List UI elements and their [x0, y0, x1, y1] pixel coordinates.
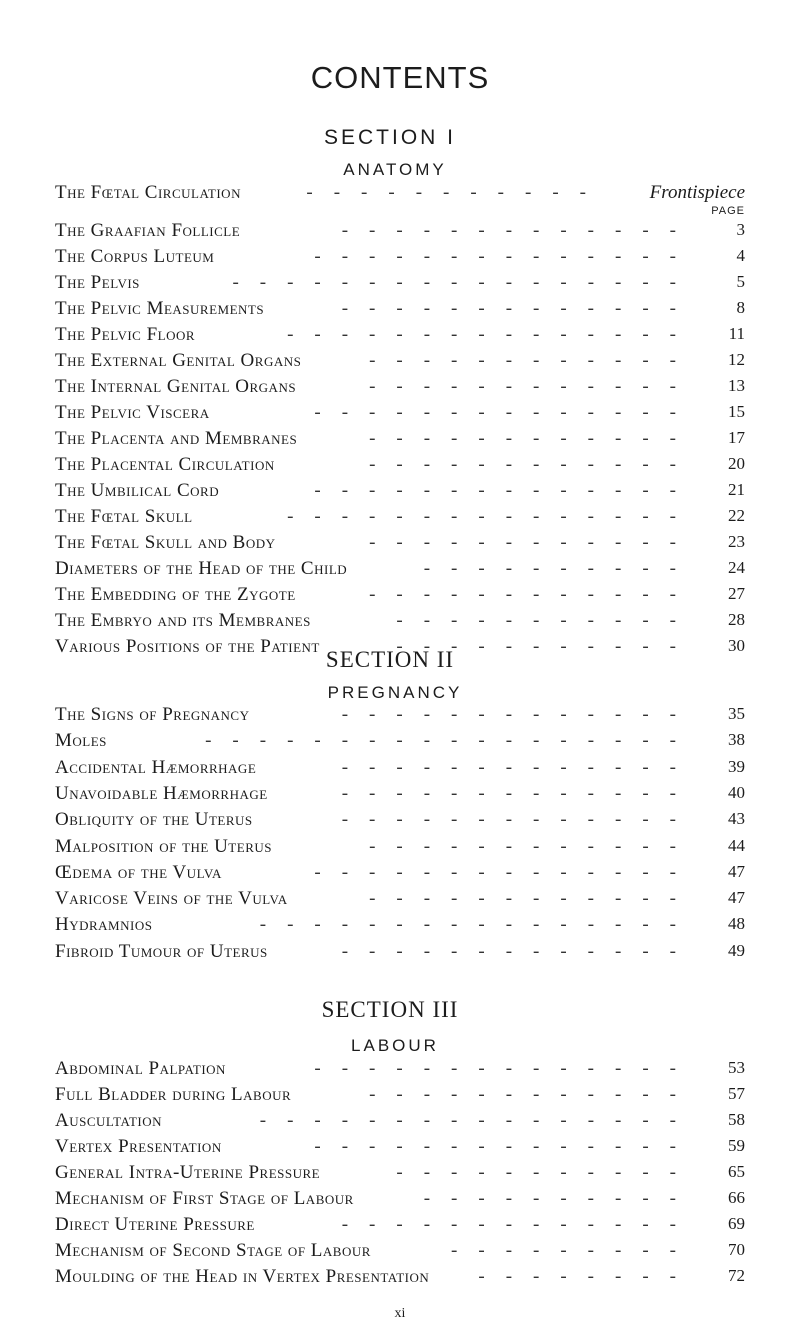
toc-entry — [55, 1214, 745, 1240]
toc-entry — [55, 914, 745, 940]
dot-leader: ---------------- — [259, 914, 697, 935]
toc-entry-page: 69 — [728, 1214, 745, 1233]
toc-entry-title: The Embedding of the Zygote — [55, 584, 296, 605]
toc-entry — [55, 324, 745, 350]
dot-leader: -------------- — [314, 1136, 697, 1157]
toc-entry-title: The Graafian Follicle — [55, 220, 241, 241]
toc-entry-page: 13 — [728, 376, 745, 395]
dot-leader: ------------ — [369, 454, 697, 475]
page-number: xi — [394, 1306, 406, 1321]
toc-entry-title: General Intra-Uterine Pressure — [55, 1162, 321, 1183]
toc-entry-page: 27 — [728, 584, 745, 603]
toc-entry-page: 65 — [728, 1162, 745, 1181]
dot-leader: ----------- — [396, 636, 697, 657]
toc-entry — [55, 836, 745, 862]
toc-entry-page: 5 — [736, 272, 745, 291]
toc-entry-page: 38 — [728, 730, 745, 749]
toc-entry-title: Auscultation — [55, 1110, 163, 1131]
toc-entry-page: 72 — [728, 1266, 745, 1285]
toc-entry-page: 17 — [728, 428, 745, 447]
toc-entry-title: Mechanism of First Stage of Labour — [55, 1188, 354, 1209]
toc-entry — [55, 558, 745, 584]
toc-entry — [55, 402, 745, 428]
toc-entry-title: The Pelvic Measurements — [55, 298, 265, 319]
toc-entry-title: Full Bladder during Labour — [55, 1084, 292, 1105]
toc-entry — [55, 1110, 745, 1136]
toc-entry-title: Moulding of the Head in Vertex Presentation — [55, 1266, 430, 1287]
toc-entry-title: The Signs of Pregnancy — [55, 704, 250, 725]
toc-entry — [55, 783, 745, 809]
toc-entry-page: 40 — [728, 783, 745, 802]
toc-entry — [55, 941, 745, 967]
section-subheading: ANATOMY — [343, 160, 447, 179]
toc-entry — [55, 704, 745, 730]
toc-entry-title: The Fœtal Circulation — [55, 182, 241, 203]
toc-entry — [55, 757, 745, 783]
toc-entry-page: 44 — [728, 836, 745, 855]
dot-leader: ------------- — [341, 1214, 697, 1235]
dot-leader: ------------ — [369, 888, 697, 909]
toc-entry — [55, 428, 745, 454]
toc-entry-title: Moles — [55, 730, 107, 751]
toc-entry — [55, 532, 745, 558]
toc-entry-title: Accidental Hæmorrhage — [55, 757, 257, 778]
toc-entry-page: 21 — [728, 480, 745, 499]
dot-leader: ------------ — [369, 532, 697, 553]
toc-entry — [55, 480, 745, 506]
toc-entry-title: The Fœtal Skull — [55, 506, 193, 527]
dot-leader: ----------- — [396, 610, 697, 631]
dot-leader: ------------- — [341, 220, 697, 241]
toc-entry-title: Œdema of the Vulva — [55, 862, 222, 883]
toc-entry-title: Diameters of the Head of the Child — [55, 558, 348, 579]
toc-entry — [55, 1188, 745, 1214]
toc-entry — [55, 454, 745, 480]
toc-entry-page: 20 — [728, 454, 745, 473]
toc-entry-page: 53 — [728, 1058, 745, 1077]
toc-entry-title: The Umbilical Cord — [55, 480, 220, 501]
toc-entry — [55, 730, 745, 756]
toc-entry-page: 35 — [728, 704, 745, 723]
section-heading: SECTION III — [321, 997, 459, 1022]
toc-entry — [55, 1058, 745, 1084]
toc-entry — [55, 1240, 745, 1266]
toc-entry-title: Vertex Presentation — [55, 1136, 222, 1157]
dot-leader: ----------- — [396, 1162, 697, 1183]
toc-entry-page: 39 — [728, 757, 745, 776]
toc-entry-page: 15 — [728, 402, 745, 421]
toc-entry — [55, 809, 745, 835]
dot-leader: ----------- — [306, 182, 607, 203]
toc-entry-page: 24 — [728, 558, 745, 577]
page-column-heading: PAGE — [711, 205, 745, 217]
toc-entry-page: 47 — [728, 888, 745, 907]
toc-entry-page: 57 — [728, 1084, 745, 1103]
dot-leader: ------------ — [369, 836, 697, 857]
dot-leader: --------------- — [287, 324, 697, 345]
dot-leader: -------------- — [314, 1058, 697, 1079]
toc-entry-page: 11 — [728, 324, 745, 343]
toc-entry — [55, 1162, 745, 1188]
toc-entry-page: 58 — [728, 1110, 745, 1129]
dot-leader: -------------- — [314, 402, 697, 423]
toc-entry-page: 23 — [728, 532, 745, 551]
toc-entry-title: The Pelvic Floor — [55, 324, 196, 345]
dot-leader: ------------ — [369, 1084, 697, 1105]
toc-entry — [55, 1266, 745, 1292]
toc-entry — [55, 246, 745, 272]
dot-leader: -------------- — [314, 246, 697, 267]
section-heading: SECTION I — [323, 126, 456, 149]
toc-entry-page: 70 — [728, 1240, 745, 1259]
dot-leader: ------------- — [341, 757, 697, 778]
toc-entry-title: The Pelvic Viscera — [55, 402, 210, 423]
dot-leader: --------------- — [287, 506, 697, 527]
dot-leader: ---------- — [423, 1188, 697, 1209]
dot-leader: ------------- — [341, 704, 697, 725]
dot-leader: ---------------- — [259, 1110, 697, 1131]
toc-entry — [55, 1084, 745, 1110]
toc-entry-title: The Fœtal Skull and Body — [55, 532, 276, 553]
toc-entry — [55, 506, 745, 532]
section-subheading: PREGNANCY — [327, 683, 463, 702]
dot-leader: ------------------ — [205, 730, 697, 751]
dot-leader: ------------ — [369, 350, 697, 371]
dot-leader: ------------ — [369, 376, 697, 397]
toc-entry-page: 43 — [728, 809, 745, 828]
toc-entry-page: 4 — [736, 246, 745, 265]
toc-entry-page: 66 — [728, 1188, 745, 1207]
dot-leader: ------------ — [369, 584, 697, 605]
dot-leader: ----------------- — [232, 272, 697, 293]
toc-entry-title: Unavoidable Hæmorrhage — [55, 783, 268, 804]
toc-entry-page: 48 — [728, 914, 745, 933]
toc-entry — [55, 888, 745, 914]
toc-entry-title: The Placenta and Membranes — [55, 428, 298, 449]
dot-leader: ------------- — [341, 783, 697, 804]
toc-entry-title: The External Genital Organs — [55, 350, 302, 371]
page-title: CONTENTS — [310, 60, 490, 95]
toc-entry-page: 22 — [728, 506, 745, 525]
toc-entry — [55, 272, 745, 298]
toc-entry-page: 28 — [728, 610, 745, 629]
toc-entry-page: 30 — [728, 636, 745, 655]
toc-entry — [55, 350, 745, 376]
toc-entry-title: Abdominal Palpation — [55, 1058, 226, 1079]
section-subheading: LABOUR — [351, 1036, 439, 1055]
toc-entry-title: The Embryo and its Membranes — [55, 610, 311, 631]
toc-entry — [55, 220, 745, 246]
dot-leader: ---------- — [423, 558, 697, 579]
toc-entry — [55, 1136, 745, 1162]
dot-leader: ------------ — [369, 428, 697, 449]
toc-entry-page: 59 — [728, 1136, 745, 1155]
toc-entry-page: 3 — [736, 220, 745, 239]
toc-entry-title: The Internal Genital Organs — [55, 376, 297, 397]
toc-entry-title: The Placental Circulation — [55, 454, 275, 475]
toc-entry-title: Various Positions of the Patient — [55, 636, 320, 657]
section-heading: SECTION II — [325, 647, 455, 672]
toc-entry — [55, 298, 745, 324]
toc-entry-title: Mechanism of Second Stage of Labour — [55, 1240, 371, 1261]
toc-entry — [55, 182, 745, 208]
dot-leader: ------------- — [341, 809, 697, 830]
toc-entry-page: Frontispiece — [649, 182, 745, 203]
toc-entry-title: Obliquity of the Uterus — [55, 809, 253, 830]
toc-entry-page: 12 — [728, 350, 745, 369]
toc-entry-page: 47 — [728, 862, 745, 881]
dot-leader: -------- — [478, 1266, 697, 1287]
toc-entry-title: The Corpus Luteum — [55, 246, 215, 267]
toc-entry-title: Fibroid Tumour of Uterus — [55, 941, 268, 962]
dot-leader: ------------- — [341, 941, 697, 962]
toc-entry-title: Hydramnios — [55, 914, 153, 935]
dot-leader: ------------- — [341, 298, 697, 319]
toc-entry — [55, 862, 745, 888]
dot-leader: -------------- — [314, 480, 697, 501]
toc-entry — [55, 376, 745, 402]
dot-leader: --------- — [451, 1240, 697, 1261]
toc-entry-title: The Pelvis — [55, 272, 140, 293]
toc-entry-title: Malposition of the Uterus — [55, 836, 272, 857]
toc-entry-page: 49 — [728, 941, 745, 960]
dot-leader: -------------- — [314, 862, 697, 883]
toc-entry — [55, 584, 745, 610]
toc-entry-page: 8 — [736, 298, 745, 317]
toc-entry-title: Varicose Veins of the Vulva — [55, 888, 288, 909]
toc-entry — [55, 610, 745, 636]
toc-entry-title: Direct Uterine Pressure — [55, 1214, 255, 1235]
